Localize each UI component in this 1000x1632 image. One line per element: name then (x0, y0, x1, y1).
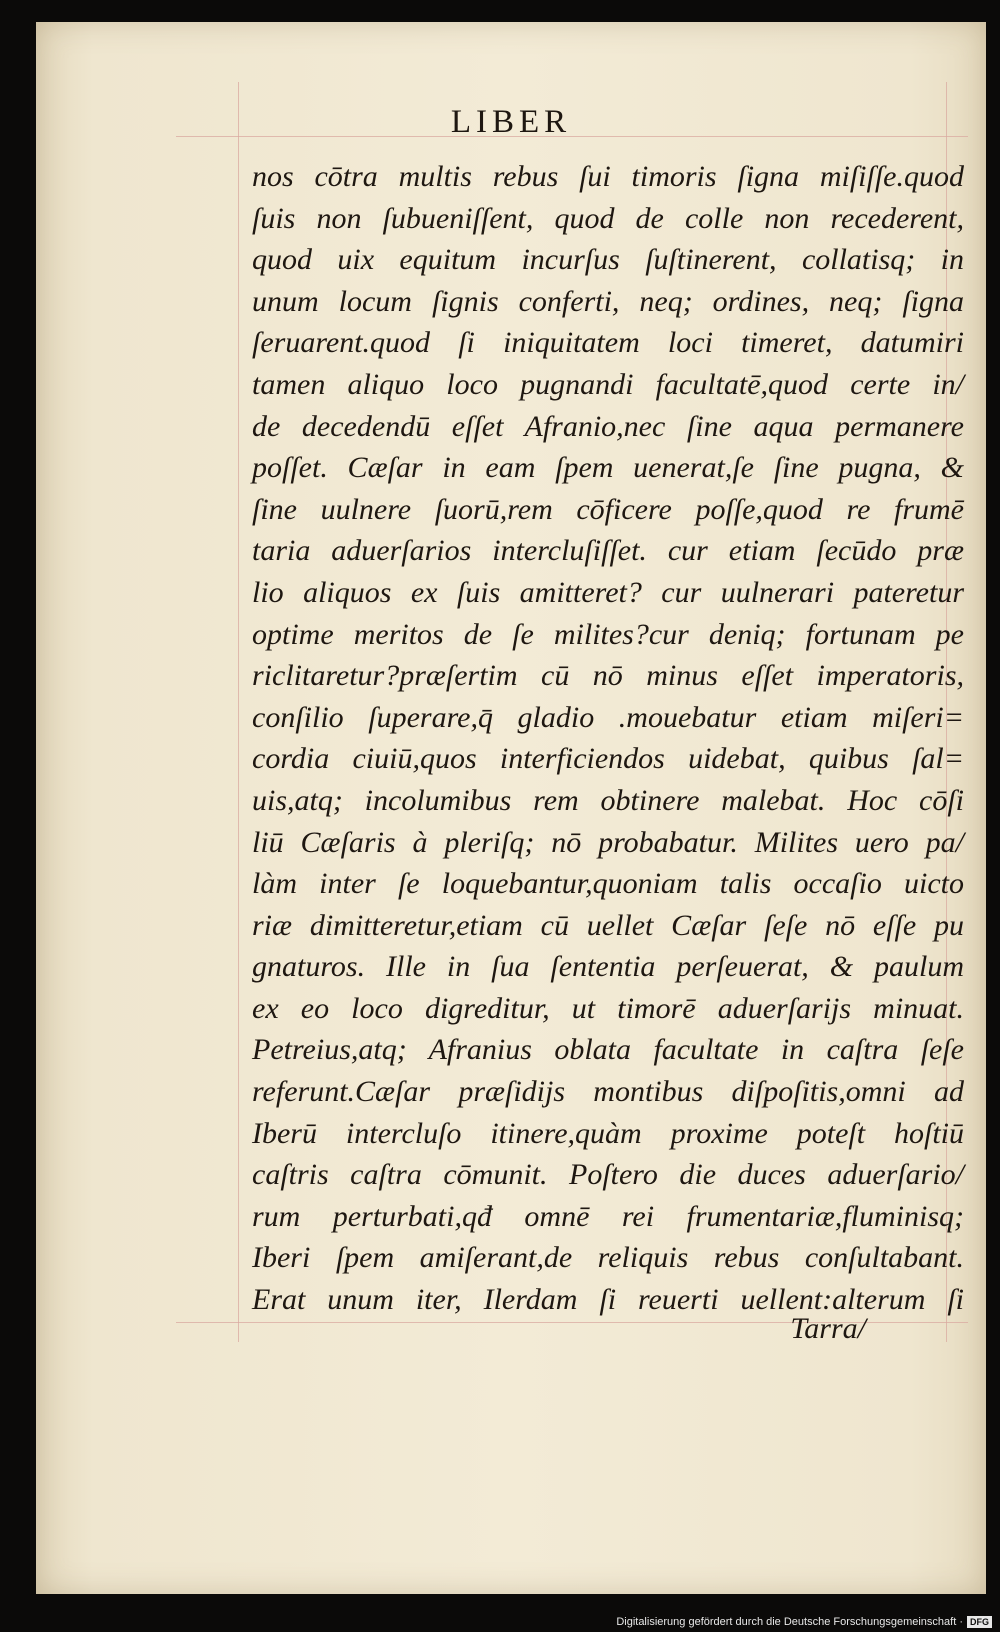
text-line: gnaturos. Ille in ſua ſententia perſeuerat, & paulum (252, 950, 964, 984)
text-line: ſine uulnere ſuorū,rem cōficere poſſe,quod re frumē (252, 492, 964, 526)
text-line: lio aliquos ex ſuis amitteret? cur uulnerari pateretur (252, 575, 964, 609)
text-line: Iberi ſpem amiſerant,de reliquis rebus conſultabant. (252, 1241, 964, 1275)
text-line: cordia ciuiū,quos interficiendos uidebat, quibus ſal= (252, 742, 964, 776)
text-line: uis,atq; incolumibus rem obtinere malebat. Hoc cōſi (252, 783, 964, 817)
footer-text: Digitalisierung gefördert durch die Deutsche Forschungsgemeinschaft · (616, 1616, 963, 1628)
text-line: ſeruarent.quod ſi iniquitatem loci timeret, datumiri (252, 326, 964, 360)
text-line: rum perturbati,qđ omnē rei frumentariæ,fluminisq; (252, 1199, 964, 1233)
text-line: liū Cæſaris à pleriſq; nō probabatur. Milites uero pa/ (252, 825, 964, 859)
body-text (252, 156, 964, 1321)
text-line: Petreius,atq; Afranius oblata facultate in caſtra ſeſe (252, 1033, 964, 1067)
left-rule-line (238, 82, 239, 1342)
text-line: optime meritos de ſe milites?cur deniq; fortunam pe (252, 617, 964, 651)
text-line: unum locum ſignis conferti, neq; ordines, neq; ſigna (252, 284, 964, 318)
text-line: riclitaretur?præſertim cū nō minus eſſet imperatoris, (252, 659, 964, 693)
text-line: Iberū intercluſo itinere,quàm proxime poteſt hoſtiū (252, 1116, 964, 1150)
catchword: Tarra/ (790, 1312, 866, 1345)
running-header: LIBER (450, 104, 572, 140)
text-line: nos cōtra multis rebus ſui timoris ſigna miſiſſe.quod (252, 160, 964, 193)
text-line: riæ dimitteretur,etiam cū uellet Cæſar ſeſe nō eſſe pu (252, 908, 964, 942)
dfg-logo-icon: DFG (967, 1616, 992, 1628)
text-line: referunt.Cæſar præſidijs montibus diſpoſitis,omni ad (252, 1075, 964, 1109)
text-line: conſilio ſuperare,q̄ gladio .mouebatur etiam miſeri= (252, 700, 964, 734)
text-line: poſſet. Cæſar in eam ſpem uenerat,ſe ſine pugna, & (252, 451, 964, 485)
text-line: caſtris caſtra cōmunit. Poſtero die duces aduerſario/ (252, 1158, 964, 1192)
text-line: tamen aliquo loco pugnandi facultatē,quod certe in/ (252, 367, 964, 401)
text-line: ex eo loco digreditur, ut timorē aduerſarijs minuat. (252, 991, 964, 1025)
text-line: quod uix equitum incurſus ſuſtinerent, collatisq; in (252, 243, 964, 277)
digitization-footer (616, 1616, 992, 1628)
book-page (36, 22, 986, 1594)
text-line: Erat unum iter, Ilerdam ſi reuerti uellent:alterum ſi (252, 1283, 964, 1317)
text-line: taria aduerſarios intercluſiſſet. cur etiam ſecūdo præ (252, 534, 964, 568)
text-line: làm inter ſe loquebantur,quoniam talis occaſio uicto (252, 867, 964, 901)
text-line: de decedendū eſſet Afranio,nec ſine aqua permanere (252, 409, 964, 443)
text-line: ſuis non ſubueniſſent, quod de colle non recederent, (252, 201, 964, 235)
